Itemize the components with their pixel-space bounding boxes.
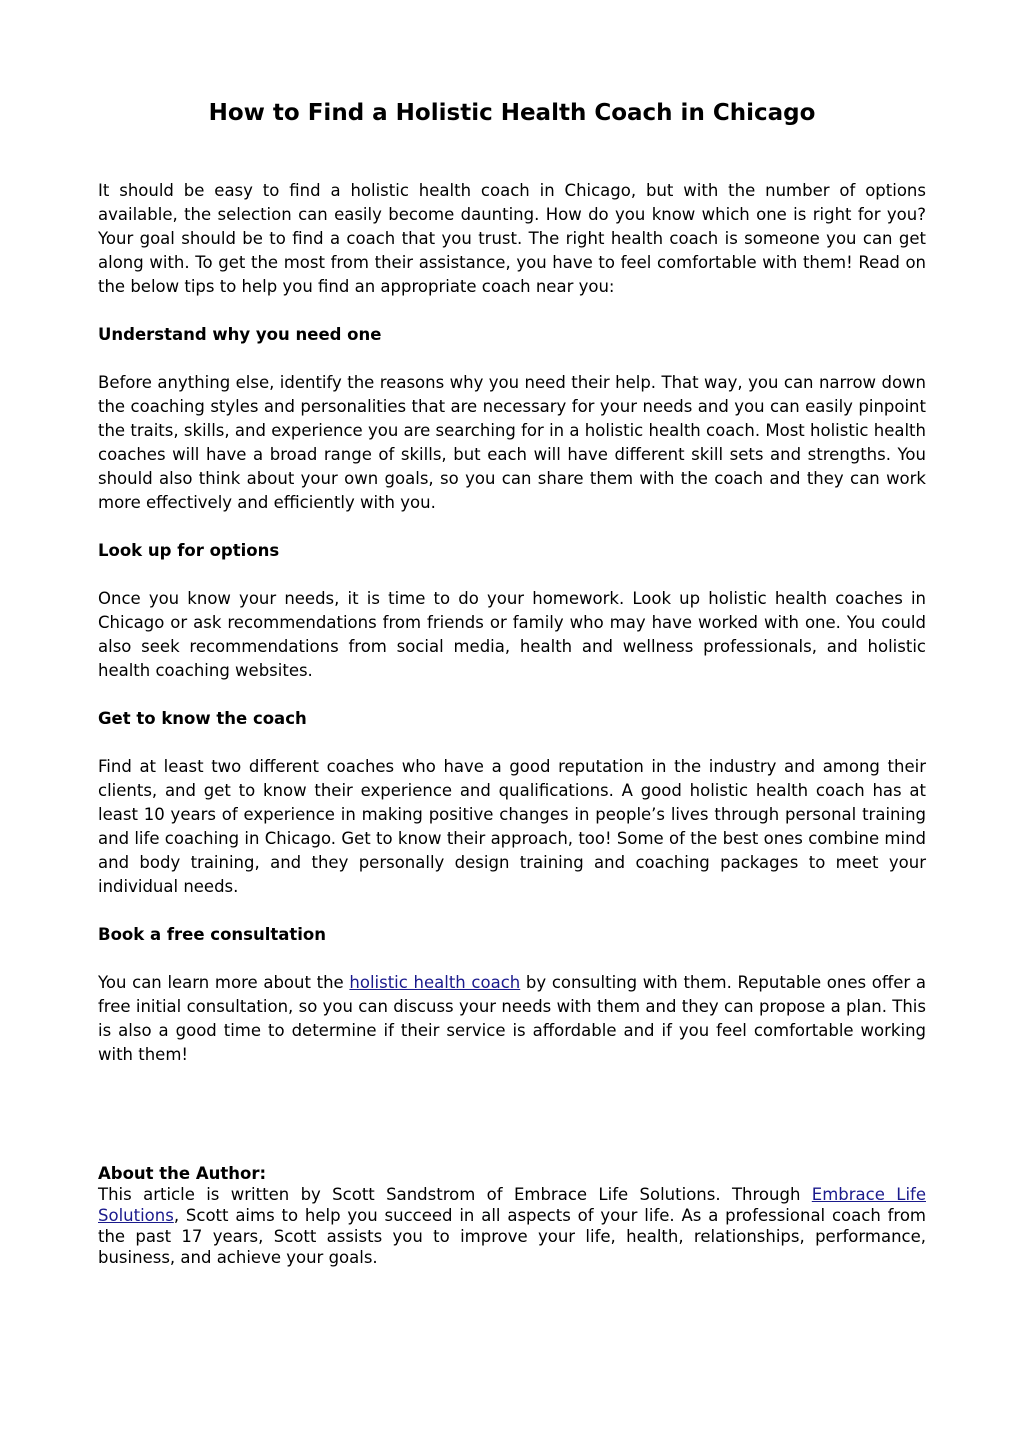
embrace-life-solutions-link[interactable]: Embrace Life Solutions [98,1185,926,1225]
section-heading-consultation: Book a free consultation [98,925,327,944]
about-author-text [98,1184,926,1268]
section-heading-understand: Understand why you need one [98,325,382,344]
section-body-consultation [98,971,926,1067]
section-body-know-coach: Find at least two different coaches who have a good reputation in the industry and among their clients, and get to know their experience and qualifications. A good holistic health coach has at least 10 years of experience in making positive changes in people’s lives through personal training and life coaching in Chicago. Get to know their approach, too! Some of the best ones combine mind and body training, and they personally design training and coaching packages to meet your individual needs. [98,757,926,896]
consultation-text-after: by consulting with them. Reputable ones offer a free initial consultation, so you can discuss your needs with them and they can propose a plan. This is also a good time to determine if their service is affordable and if you feel comfortable working with them! [98,973,926,1064]
document-page [98,96,926,1268]
author-text-after: , Scott aims to help you succeed in all aspects of your life. As a professional coach from the past 17 years, Scott assists you to improve your life, health, relationships, performance, business, and achieve your goals. [98,1206,926,1267]
about-author-block [98,1163,926,1268]
page-title: How to Find a Holistic Health Coach in Chicago [208,100,816,126]
section-heading-options: Look up for options [98,541,280,560]
holistic-health-coach-link[interactable]: holistic health coach [349,973,521,992]
about-author-heading: About the Author: [98,1164,267,1183]
section-body-options: Once you know your needs, it is time to do your homework. Look up holistic health coaches in Chicago or ask recommendations from friends or family who may have worked with one. You could also seek recommendations from social media, health and wellness professionals, and holistic health coaching websites. [98,589,926,680]
consultation-text-before: You can learn more about the [98,973,350,992]
intro-paragraph: It should be easy to find a holistic health coach in Chicago, but with the number of options available, the selection can easily become daunting. How do you know which one is right for you? Your goal should be to find a coach that you trust. The right health coach is someone you can get along with. To get the most from their assistance, you have to feel comfortable with them! Read on the below tips to help you find an appropriate coach near you: [98,181,926,296]
section-heading-know-coach: Get to know the coach [98,709,307,728]
section-body-understand: Before anything else, identify the reasons why you need their help. That way, you can narrow down the coaching styles and personalities that are necessary for your needs and you can easily pinpoint the traits, skills, and experience you are searching for in a holistic health coach. Most holistic health coaches will have a broad range of skills, but each will have different skill sets and strengths. You should also think about your own goals, so you can share them with the coach and they can work more effectively and efficiently with you. [98,373,926,512]
author-text-before: This article is written by Scott Sandstrom of Embrace Life Solutions. Through [98,1185,812,1204]
